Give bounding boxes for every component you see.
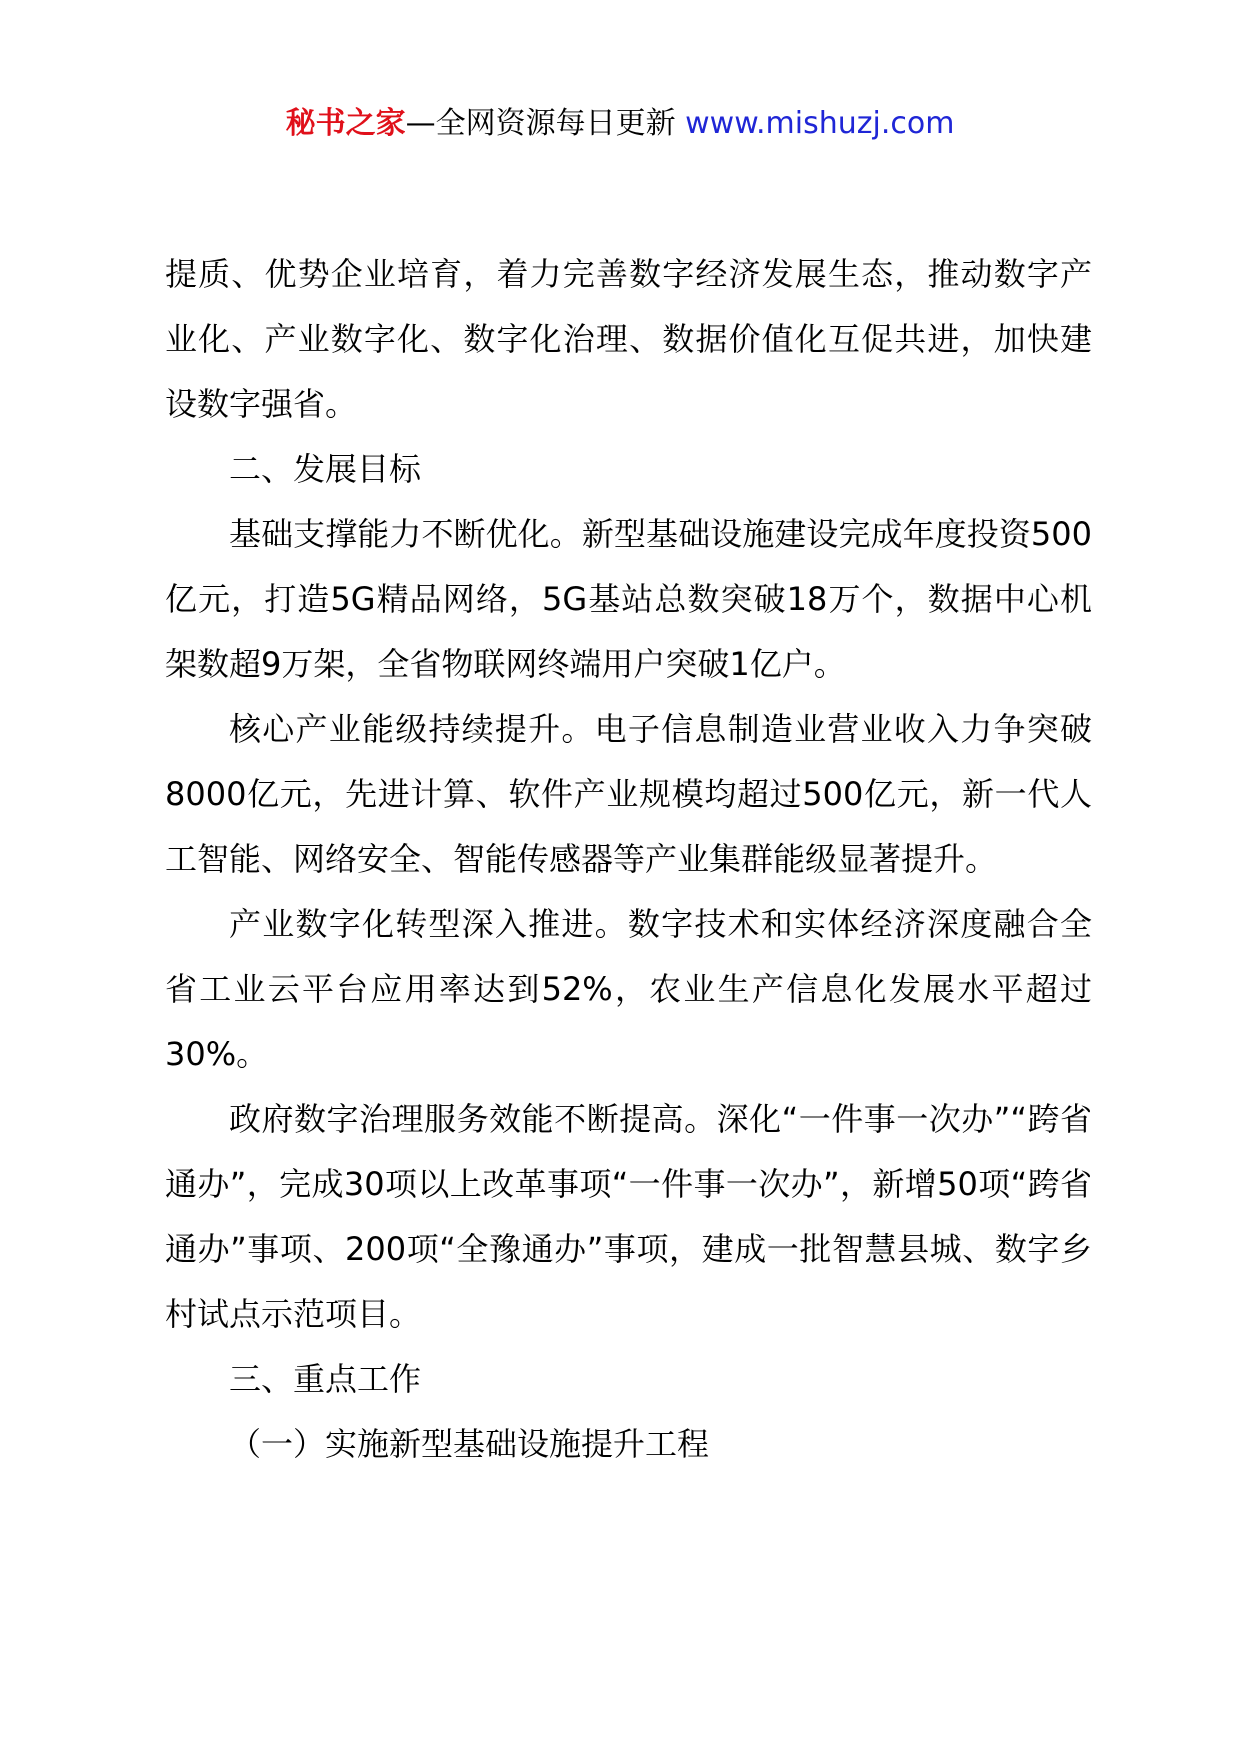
brand-name: 秘书之家 — [285, 106, 406, 141]
paragraph-continuation: 提质、优势企业培育，着力完善数字经济发展生态，推动数字产业化、产业数字化、数字化治理、数据价值化互促共进，加快建设数字强省。 — [165, 255, 1092, 423]
section-heading-goals: 二、发展目标 — [229, 450, 422, 488]
paragraph-core-industry: 核心产业能级持续提升。电子信息制造业营业收入力争突破8000亿元，先进计算、软件产业规模均超过500亿元，新一代人工智能、网络安全、智能传感器等产业集群能级显著提升。 — [165, 710, 1092, 878]
header-tagline: —全网资源每日更新 — [405, 106, 676, 141]
paragraph-government-governance: 政府数字治理服务效能不断提高。深化“一件事一次办”“跨省通办”，完成30项以上改革事项“一件事一次办”，新增50项“跨省通办”事项、200项“全豫通办”事项，建成一批智慧县城、数字乡村试点示范项目。 — [165, 1100, 1092, 1333]
site-header — [0, 104, 1240, 144]
subsection-heading-infrastructure-project: （一）实施新型基础设施提升工程 — [229, 1425, 710, 1463]
document-body — [165, 242, 1092, 1477]
section-heading-key-work: 三、重点工作 — [229, 1360, 422, 1398]
paragraph-digital-transformation: 产业数字化转型深入推进。数字技术和实体经济深度融合全省工业云平台应用率达到52%，农业生产信息化发展水平超过30%。 — [165, 905, 1092, 1073]
site-url-link[interactable]: www.mishuzj.com — [685, 106, 955, 141]
paragraph-infrastructure: 基础支撑能力不断优化。新型基础设施建设完成年度投资500亿元，打造5G精品网络，5G基站总数突破18万个，数据中心机架数超9万架，全省物联网终端用户突破1亿户。 — [165, 515, 1092, 683]
